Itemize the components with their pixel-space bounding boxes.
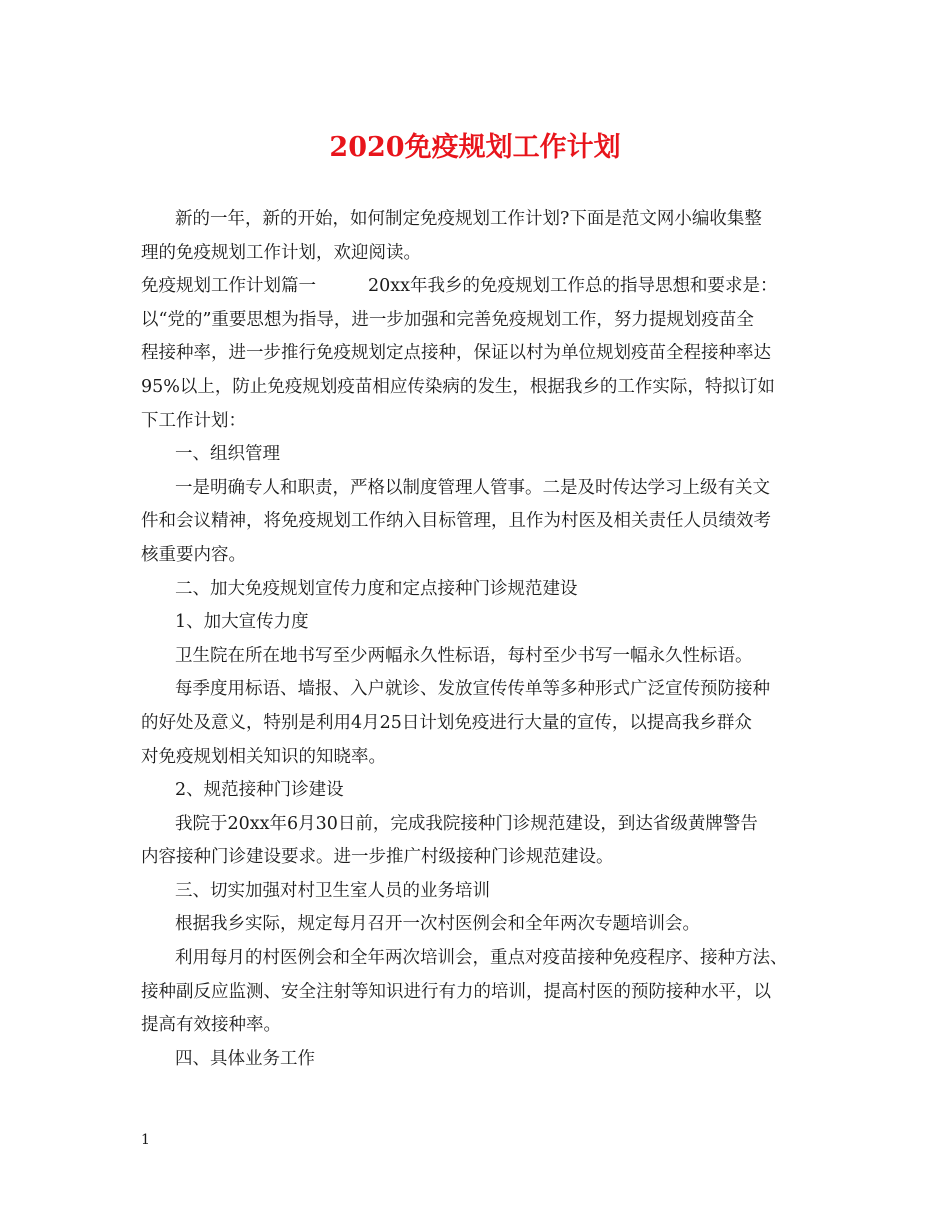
- paragraph-line: 95%以上，防止免疫规划疫苗相应传染病的发生，根据我乡的工作实际，特拟订如: [141, 376, 775, 397]
- section-line: [141, 270, 821, 304]
- paragraph-line: 一是明确专人和职责，严格以制度管理人管事。二是及时传达学习上级有关文: [175, 477, 770, 498]
- paragraph-line: 核重要内容。: [141, 544, 246, 565]
- document-body: [141, 203, 821, 1076]
- paragraph-line: 新的一年，新的开始，如何制定免疫规划工作计划?下面是范文网小编收集整: [175, 209, 762, 229]
- section-lead: 20xx年我乡的免疫规划工作总的指导思想和要求是：: [368, 276, 778, 297]
- paragraph-line: 根据我乡实际，规定每月召开一次村医例会和全年两次专题培训会。: [175, 914, 700, 935]
- paragraph-line: 卫生院在所在地书写至少两幅永久性标语，每村至少书写一幅永久性标语。: [175, 645, 753, 666]
- heading-line: 三、切实加强对村卫生室人员的业务培训: [175, 880, 490, 901]
- subheading-line: 2、规范接种门诊建设: [175, 780, 344, 801]
- paragraph-line: 我院于20xx年6月30日前，完成我院接种门诊规范建设，到达省级黄牌警告: [175, 813, 758, 834]
- heading-line: 二、加大免疫规划宣传力度和定点接种门诊规范建设: [175, 578, 578, 599]
- paragraph-line: 的好处及意义，特别是利用4月25日计划免疫进行大量的宣传，以提高我乡群众: [141, 712, 752, 733]
- section-heading: 免疫规划工作计划篇一: [141, 276, 316, 297]
- paragraph-line: 每季度用标语、墙报、入户就诊、发放宣传传单等多种形式广泛宣传预防接种: [175, 679, 770, 700]
- paragraph-line: 内容接种门诊建设要求。进一步推广村级接种门诊规范建设。: [141, 847, 614, 868]
- paragraph-line: 程接种率，进一步推行免疫规划定点接种，保证以村为单位规划疫苗全程接种率达: [141, 343, 771, 364]
- page-number: 1: [141, 1132, 150, 1148]
- heading-line: 四、具体业务工作: [175, 1048, 315, 1069]
- paragraph-line: 下工作计划：: [141, 410, 246, 431]
- paragraph-line: 件和会议精神，将免疫规划工作纳入目标管理，且作为村医及相关责任人员绩效考: [141, 511, 771, 532]
- paragraph-line: 对免疫规划相关知识的知晓率。: [141, 746, 386, 767]
- subheading-line: 1、加大宣传力度: [175, 612, 309, 633]
- paragraph-line: 接种副反应监测、安全注射等知识进行有力的培训，提高村医的预防接种水平，以: [141, 981, 771, 1002]
- paragraph-line: 提高有效接种率。: [141, 1015, 281, 1036]
- paragraph-line: 利用每月的村医例会和全年两次培训会，重点对疫苗接种免疫程序、接种方法、: [175, 948, 788, 969]
- document-title: 2020免疫规划工作计划: [329, 132, 621, 163]
- paragraph-line: 理的免疫规划工作计划，欢迎阅读。: [141, 242, 421, 263]
- heading-line: 一、组织管理: [175, 444, 280, 465]
- paragraph-line: 以“党的”重要思想为指导，进一步加强和完善免疫规划工作，努力提规划疫苗全: [141, 309, 754, 330]
